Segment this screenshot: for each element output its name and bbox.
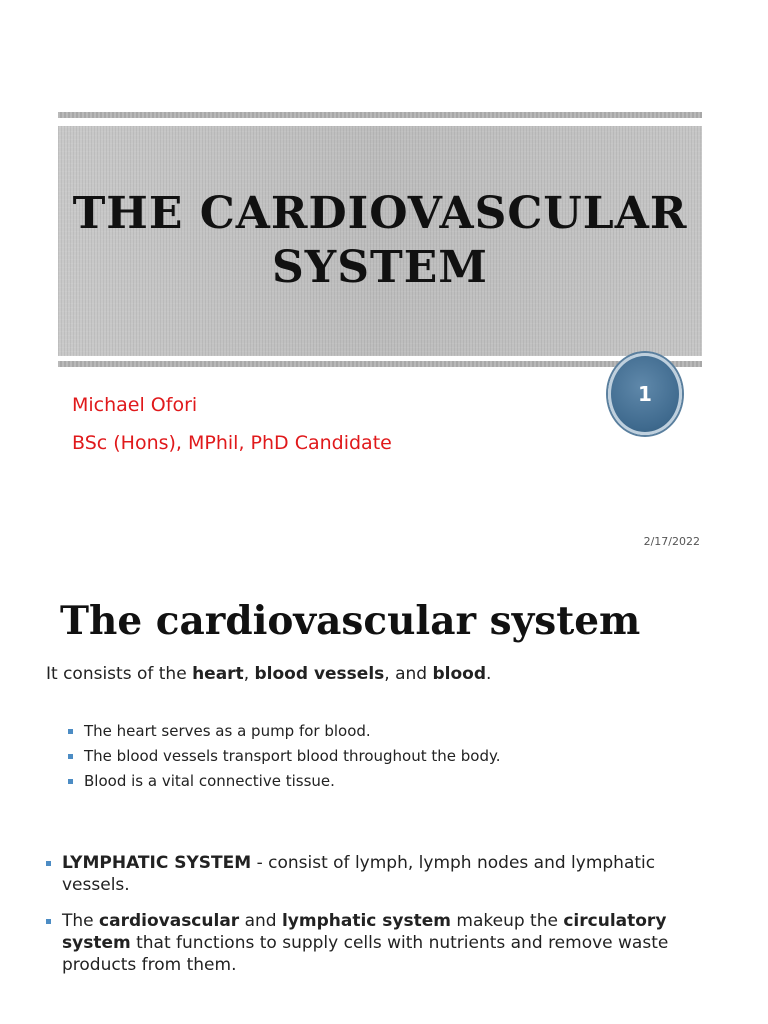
component-list — [68, 722, 501, 797]
title-line-2: SYSTEM — [272, 242, 488, 293]
slide-number: 1 — [638, 382, 652, 406]
author-name: Michael Ofori — [72, 394, 198, 416]
lymphatic-bullet — [46, 852, 716, 896]
circ-p2: and — [239, 911, 282, 931]
banner-bottom-stripe — [58, 361, 702, 367]
circ-p3: makeup the — [451, 911, 564, 931]
intro-end: . — [486, 664, 492, 684]
intro-prefix: It consists of the — [46, 664, 193, 684]
slide-number-badge — [608, 353, 682, 435]
content-slide-title: The cardiovascular system — [60, 598, 641, 644]
lymphatic-term: LYMPHATIC SYSTEM — [62, 853, 252, 873]
intro-sep-2: , and — [384, 664, 433, 684]
intro-blood-vessels: blood vessels — [254, 664, 385, 684]
circ-p4: that functions to supply cells with nutrients and remove waste products from them. — [62, 933, 669, 975]
content-slide — [0, 570, 768, 1024]
banner-top-stripe — [58, 112, 702, 118]
circulatory-bullet — [46, 910, 716, 976]
title-banner — [58, 126, 702, 356]
circ-p1: The — [62, 911, 100, 931]
lymphatic-text: - consist of lymph, lymph nodes and lymphatic vessels. — [62, 853, 656, 895]
list-item: The blood vessels transport blood throughout the body. — [68, 747, 501, 765]
circ-circulatory: circulatory system — [62, 911, 667, 953]
intro-blood: blood — [432, 664, 487, 684]
slide-date: 2/17/2022 — [643, 535, 700, 548]
circ-cardiovascular: cardiovascular — [99, 911, 240, 931]
slide-title — [60, 187, 700, 295]
circ-lymphatic: lymphatic system — [281, 911, 451, 931]
intro-sentence — [46, 664, 491, 684]
title-line-1: THE CARDIOVASCULAR — [72, 188, 688, 239]
list-item: The heart serves as a pump for blood. — [68, 722, 501, 740]
author-credentials: BSc (Hons), MPhil, PhD Candidate — [72, 432, 392, 454]
list-item: Blood is a vital connective tissue. — [68, 772, 501, 790]
system-list — [46, 852, 716, 990]
intro-heart: heart — [192, 664, 244, 684]
intro-sep-1: , — [243, 664, 255, 684]
